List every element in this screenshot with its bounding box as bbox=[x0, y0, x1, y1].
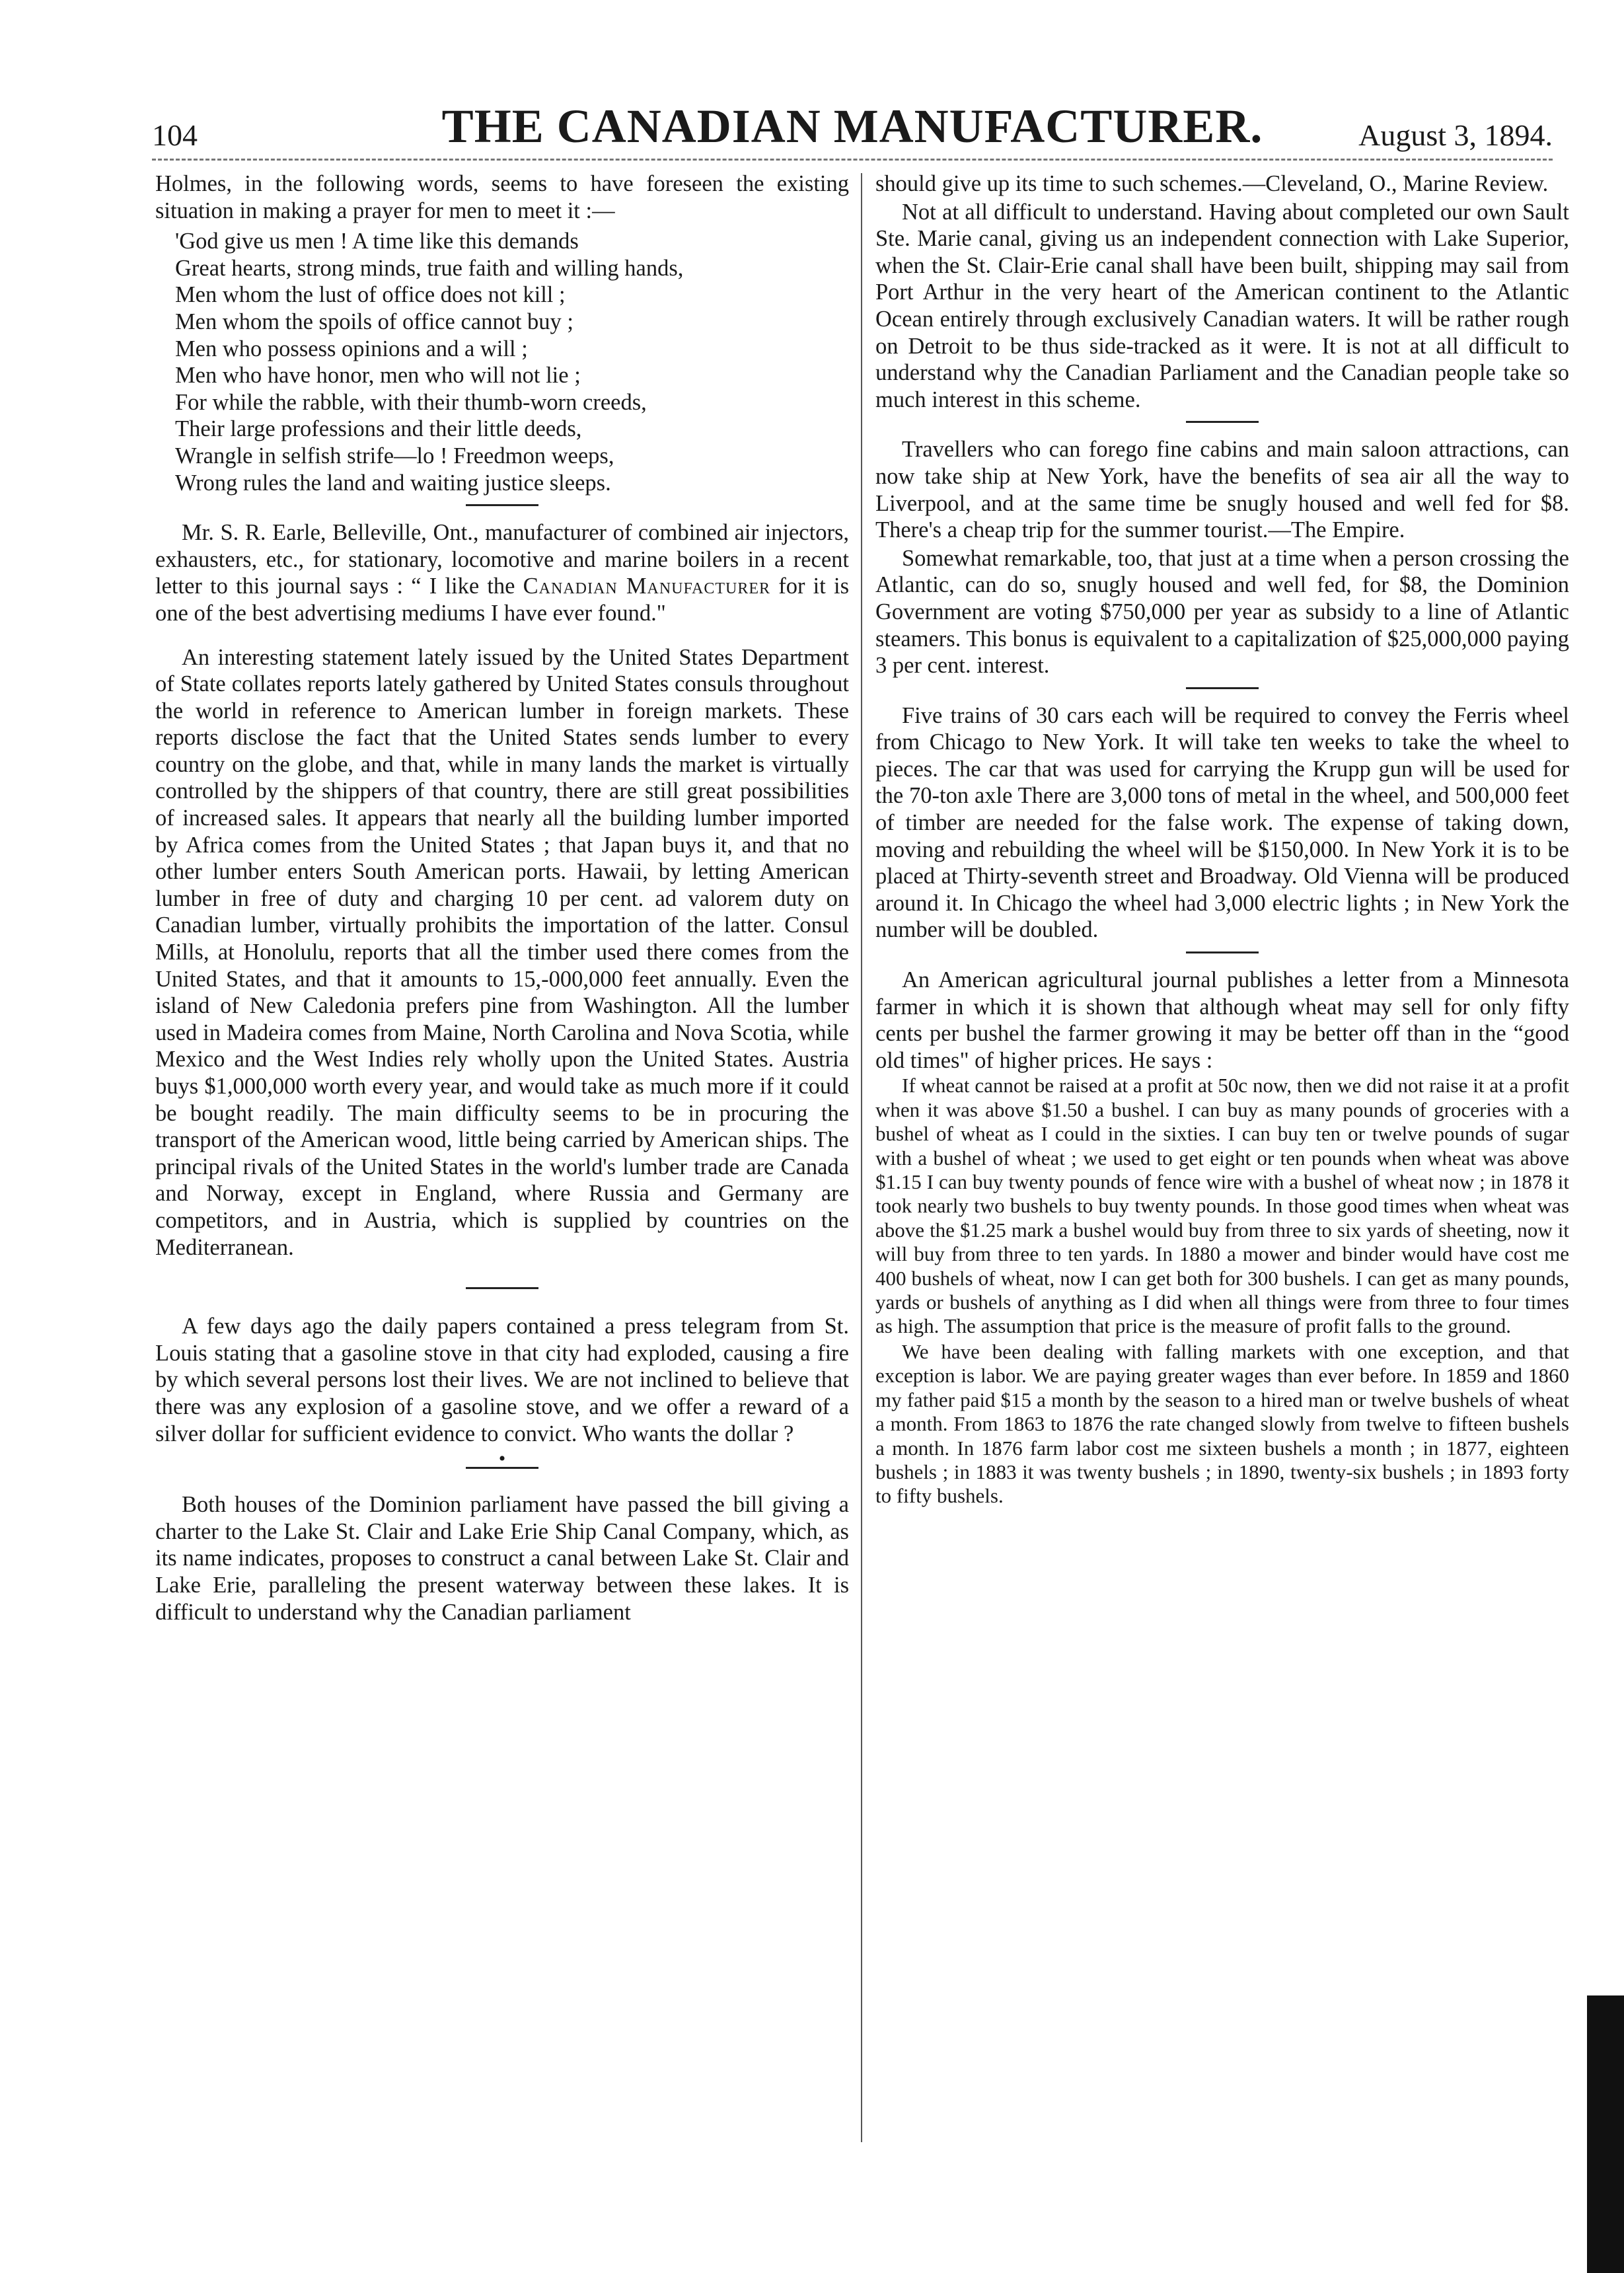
travellers-comment: Somewhat remarkable, too, that just at a time when a person crossing the Atlantic, can do so, snugly housed and well fed, for $8, the Dominion Government are voting $750,000 per year as subsidy to a line of Atlantic steamers. This bonus is equivalent to a capitalization of $25,000,000 paying 3 per cent. interest. bbox=[875, 545, 1569, 679]
page-edge-shadow bbox=[1587, 1995, 1624, 2273]
poem-line: Wrong rules the land and waiting justice sleeps. bbox=[175, 470, 611, 496]
poem-line: Wrangle in selfish strife—lo ! Freedmon weeps, bbox=[175, 443, 614, 468]
poem-line: Their large professions and their little deeds, bbox=[175, 416, 582, 442]
poem-line: Men whom the spoils of office cannot buy ; bbox=[175, 309, 574, 334]
divider-dot: • bbox=[498, 1448, 506, 1470]
earle-paragraph bbox=[155, 519, 849, 626]
travellers-article: Travellers who can forego fine cabins and main saloon attractions, can now take ship at New York, have the benefits of sea air all the way to Liverpool, and at the same time be snugly housed and well fed for $8. There's a cheap trip for the summer tourist.—The Empire. bbox=[875, 437, 1569, 543]
ferris-wheel-article: Five trains of 30 cars each will be required to convey the Ferris wheel from Chicago to New York. It will take ten weeks to take the wheel to pieces. The car that was used for carrying the Krupp gun will be used for the 70-ton axle There are 3,000 tons of metal in the wheel, and 500,000 feet of timber are needed for the false work. The expense of taking down, moving and rebuilding the wheel will be $150,000. In New York it is to be placed at Thirty-seventh street and Broadway. Old Vienna will be produced around it. In Chicago the wheel had 3,000 electric lights ; in New York the number will be doubled. bbox=[875, 702, 1569, 943]
poem-line: Men whom the lust of office does not kill ; bbox=[175, 282, 566, 308]
farmer-letter-quote bbox=[875, 1074, 1569, 1508]
lumber-article: An interesting statement lately issued by the United States Department of State collates reports lately gathered by United States consuls throughout the world in reference to American lumber in foreign markets. These reports disclose the fact that the United States sends lumber to every country on the globe, and that, while in many lands the market is virtually controlled by the shippers of that country, there are still great possibilities of increased sales. It appears that nearly all the building lumber imported by Africa comes from the United States ; that Japan buys it, and that no other lumber enters South American ports. Hawaii, by letting American lumber in free of duty and charging 10 per cent. ad valorem duty on Canadian lumber, virtually prohibits the importation of the latter. Consul Mills, at Honolulu, reports that all the timber used there comes from the United States, and that it amounts to 15,-000,000 feet annually. Even the island of New Caledonia prefers pine from Washington. All the lumber used in Madeira comes from Maine, North Carolina and Nova Scotia, while Mexico and the West Indies rely wholly upon the United States. Austria buys $1,000,000 worth every year, and would take as much more if it could be bought readily. The main difficulty seems to be in procuring the transport of the American wood, little being carried by American ships. The principal rivals of the United States in the world's lumber trade are Canada and Norway, except in England, where Russia and Germany are competitors, and in Austria, which is supplied by countries on the Mediterranean. bbox=[155, 644, 849, 1260]
page-number: 104 bbox=[152, 118, 198, 152]
page-header bbox=[152, 99, 1553, 162]
poem-intro: Holmes, in the following words, seems to have foreseen the existing situation in making a prayer for men to meet it :— bbox=[155, 171, 849, 223]
poem bbox=[155, 228, 849, 496]
journal-name: Canadian Manufacturer bbox=[523, 574, 771, 599]
poem-line: Men who possess opinions and a will ; bbox=[175, 336, 528, 361]
left-column bbox=[155, 170, 849, 2179]
section-rule bbox=[466, 1287, 538, 1289]
farmer-letter-paragraph-2: We have been dealing with falling markets with one exception, and that exception is labor. We are paying greater wages than ever before. In 1859 and 1860 my father paid $15 a month by the season to a hired man or twelve bushels of wheat a month. From 1863 to 1876 the rate changed slowly from twelve to fifteen bushels a month. In 1876 farm labor cost me sixteen bushels a month ; in 1877, eighteen bushels ; in 1883 it was twenty bushels ; in 1890, twenty-six bushels ; in 1893 forty to fifty bushels. bbox=[875, 1339, 1569, 1508]
section-rule bbox=[1186, 951, 1259, 953]
canal-comment: Not at all difficult to understand. Having about completed our own Sault Ste. Marie canal, giving us an independent connection with Lake Superior, when the St. Clair-Erie canal shall have been built, shipping may sail from Port Arthur in the very heart of the American continent to the Atlantic Ocean entirely through exclusively Canadian waters. It will be rather rough on Detroit to be thus side-tracked as it were. It is not at all difficult to understand why the Canadian Parliament and the Canadian people take so much interest in this scheme. bbox=[875, 199, 1569, 412]
header-rule bbox=[152, 159, 1553, 161]
section-rule bbox=[1186, 421, 1259, 423]
canal-article-start: Both houses of the Dominion parliament have passed the bill giving a charter to the Lake St. Clair and Lake Erie Ship Canal Company, which, as its name indicates, proposes to construct a canal between Lake St. Clair and Lake Erie, paralleling the present waterway between these lakes. It is difficult to understand why the Canadian parliament bbox=[155, 1492, 849, 1625]
right-column bbox=[875, 170, 1569, 2179]
column-divider bbox=[861, 173, 862, 2142]
wheat-intro: An American agricultural journal publishes a letter from a Minnesota farmer in which it is shown that although wheat may sell for only fifty cents per bushel the farmer growing it may be better off than in the “good old times" of higher prices. He says : bbox=[875, 967, 1569, 1073]
poem-line: For while the rabble, with their thumb-worn creeds, bbox=[175, 389, 647, 415]
poem-line: Men who have honor, men who will not lie ; bbox=[175, 363, 581, 389]
issue-date: August 3, 1894. bbox=[1358, 118, 1553, 152]
section-rule bbox=[466, 504, 538, 506]
poem-line: Great hearts, strong minds, true faith and willing hands, bbox=[175, 255, 684, 281]
farmer-letter-paragraph-1: If wheat cannot be raised at a profit at 50c now, then we did not raise it at a profit when it was above $1.50 a bushel. I can buy as many pounds of groceries with a bushel of wheat as I could in the sixties. I can buy ten or twelve pounds of sugar with a bushel of wheat ; we used to get eight or ten pounds when wheat was above $1.15 I can buy twenty pounds of fence wire with a bushel of wheat now ; in 1878 it took nearly two bushels to buy twenty pounds. In those good times when wheat was above the $1.25 mark a bushel would buy from three to six yards of sheeting, now it will buy from three to ten yards. In 1880 a mower and binder would have cost me 400 bushels of wheat, now I can get both for 300 bushels. I can get as many pounds, yards or bushels of anything as I did when all things were from three to four times as high. The assumption that price is the measure of profit falls to the ground. bbox=[875, 1074, 1569, 1338]
canal-article-end: should give up its time to such schemes.—Cleveland, O., Marine Review. bbox=[875, 171, 1549, 196]
masthead-title: THE CANADIAN MANUFACTURER. bbox=[441, 100, 1263, 153]
earle-text-after: for it is one of the best advertising mediums I have ever found." bbox=[155, 574, 849, 626]
poem-line: 'God give us men ! A time like this demands bbox=[175, 229, 579, 254]
gasoline-article: A few days ago the daily papers contained a press telegram from St. Louis stating that a gasoline stove in that city had exploded, causing a fire by which several persons lost their lives. We are not inclined to believe that there was any explosion of a gasoline stove, and we offer a reward of a silver dollar for sufficient evidence to convict. Who wants the dollar ? bbox=[155, 1314, 849, 1446]
section-rule bbox=[1186, 687, 1259, 689]
earle-text-before: Mr. S. R. Earle, Belleville, Ont., manufacturer of combined air injectors, exhausters, etc., for stationary, locomotive and marine boilers in a recent letter to this journal says : “ I like the bbox=[155, 520, 849, 599]
